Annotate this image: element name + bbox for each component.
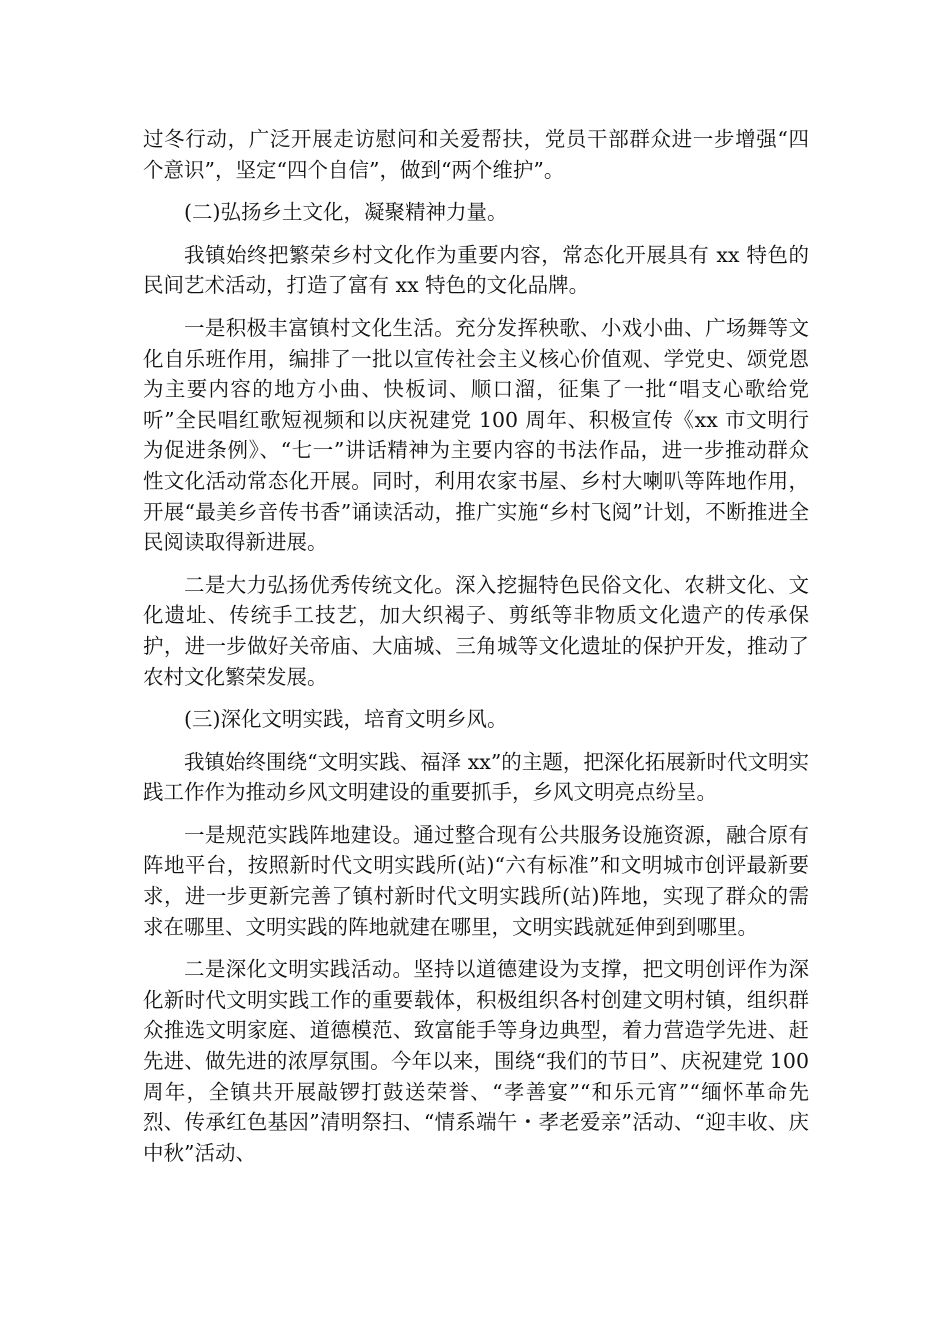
paragraph: 我镇始终围绕“文明实践、福泽 xx”的主题，把深化拓展新时代文明实践工作作为推动乡风文明建设的重要抓手，乡风文明亮点纷呈。	[143, 749, 809, 805]
paragraph: 二是大力弘扬优秀传统文化。深入挖掘特色民俗文化、农耕文化、文化遗址、传统手工技艺，加大织褐子、剪纸等非物质文化遗产的传承保护，进一步做好关帝庙、大庙城、三角城等文化遗址的保护开发，推动了农村文化繁荣发展。	[143, 572, 809, 689]
paragraph: 一是积极丰富镇村文化生活。充分发挥秧歌、小戏小曲、广场舞等文化自乐班作用，编排了一批以宣传社会主义核心价值观、学党史、颂党恩为主要内容的地方小曲、快板词、顺口溜，征集了一批“唱支心歌给党听”全民唱红歌短视频和以庆祝建党 100 周年、积极宣传《xx 市文明行为促进条例》、“七一”讲话精神为主要内容的书法作品，进一步推动群众性文化活动常态化开展。同时，利用农家书屋、乡村大喇叭等阵地作用，开展“最美乡音传书香”诵读活动，推广实施“乡村飞阅”计划，不断推进全民阅读取得新进展。	[143, 315, 809, 555]
section-heading-3: (三)深化文明实践，培育文明乡风。	[184, 707, 508, 732]
document-body	[143, 124, 809, 1180]
paragraph: 一是规范实践阵地建设。通过整合现有公共服务设施资源，融合原有阵地平台，按照新时代文明实践所(站)“六有标准”和文明城市创评最新要求，进一步更新完善了镇村新时代文明实践所(站)阵地，实现了群众的需求在哪里、文明实践的阵地就建在哪里，文明实践就延伸到到哪里。	[143, 822, 809, 939]
paragraph: 二是深化文明实践活动。坚持以道德建设为支撑，把文明创评作为深化新时代文明实践工作的重要载体，积极组织各村创建文明村镇，组织群众推选文明家庭、道德模范、致富能手等身边典型，着力营造学先进、赶先进、做先进的浓厚氛围。今年以来，围绕“我们的节日”、庆祝建党 100 周年，全镇共开展敲锣打鼓送荣誉、“孝善宴”“和乐元宵”“缅怀革命先烈、传承红色基因”清明祭扫、“情系端午・孝老爱亲”活动、“迎丰收、庆中秋”活动、	[143, 957, 809, 1165]
section-heading-2: (二)弘扬乡土文化，凝聚精神力量。	[184, 200, 508, 225]
paragraph-continuation: 过冬行动，广泛开展走访慰问和关爱帮扶，党员干部群众进一步增强“四个意识”，坚定“四个自信”，做到“两个维护”。	[143, 127, 809, 182]
paragraph: 我镇始终把繁荣乡村文化作为重要内容，常态化开展具有 xx 特色的民间艺术活动，打造了富有 xx 特色的文化品牌。	[143, 242, 809, 298]
